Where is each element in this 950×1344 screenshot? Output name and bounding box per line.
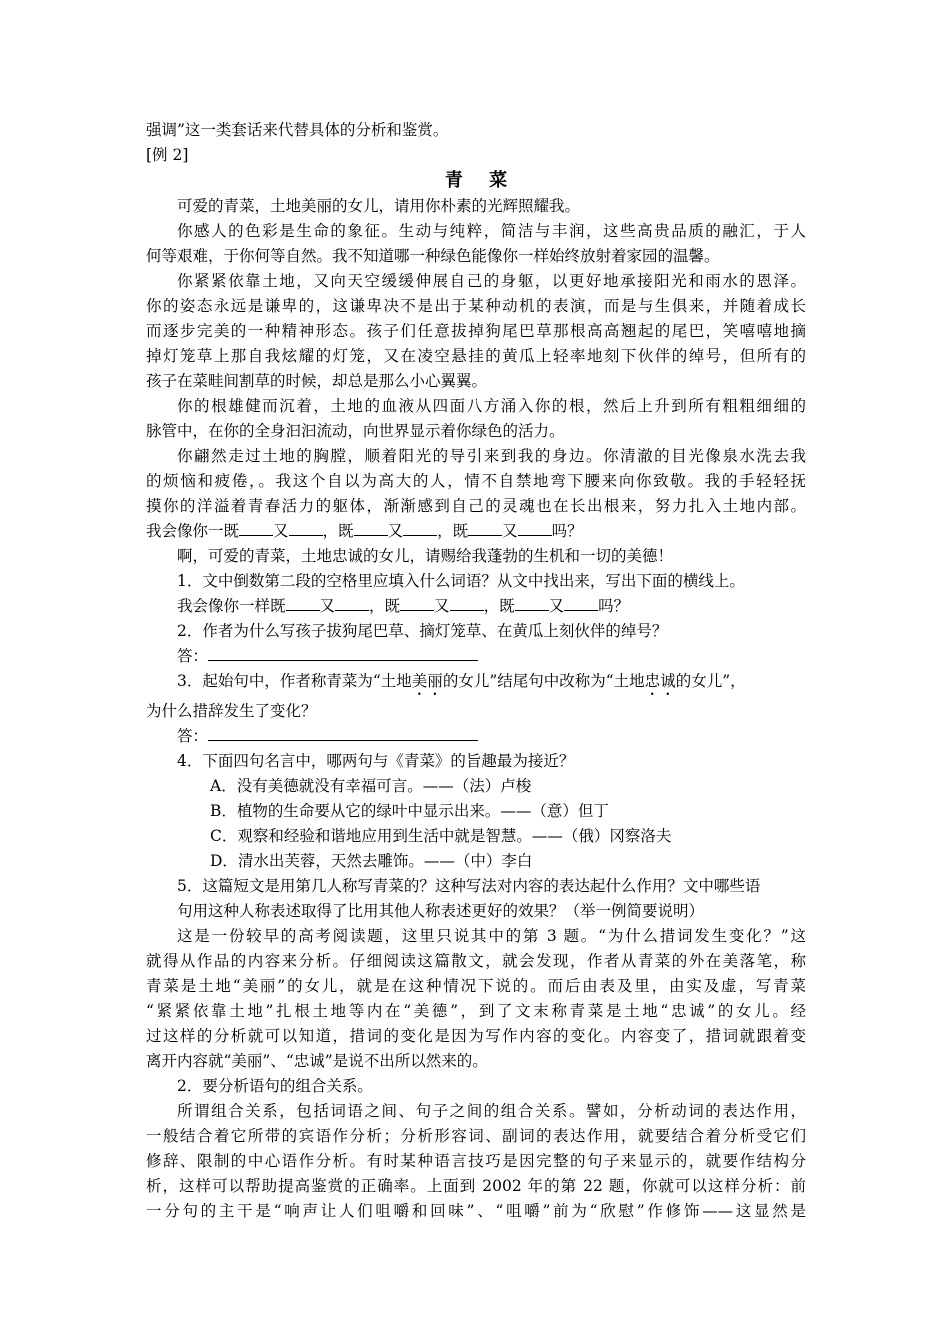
- blank[interactable]: [403, 521, 437, 536]
- blank[interactable]: [468, 521, 502, 536]
- poem-title: 青 菜: [444, 170, 518, 191]
- blank[interactable]: [289, 521, 323, 536]
- answer-line[interactable]: [208, 645, 478, 661]
- fill-text: 又: [502, 522, 518, 540]
- poem-para-2-line-2: 何等艰难，于你何等自然。我不知道哪一种绿色能像你一样始终放射着家园的温馨。: [146, 247, 720, 265]
- intro-tail: 强调”这一类套话来代替具体的分析和鉴赏。: [146, 121, 449, 139]
- section-2-line-1: 所谓组合关系，包括词语之间、句子之间的组合关系。譬如，分析动词的表达作用，: [177, 1102, 806, 1120]
- analysis-line-4: “紧紧依靠土地”扎根土地等内在“美德”，到了文末称青菜是土地“忠诚”的女儿。经: [146, 1002, 806, 1020]
- poem-para-2-line-1: 你感人的色彩是生命的象征。生动与纯粹，简洁与丰润，这些高贵品质的融汇，于人: [177, 222, 806, 240]
- fill-text: ，既: [369, 597, 401, 615]
- poem-para-3-line-5: 孩子在菜畦间割草的时候，却总是那么小心翼翼。: [146, 372, 488, 390]
- question-3-answer: [146, 724, 806, 749]
- answer-line[interactable]: [208, 725, 478, 741]
- fill-text: 又: [273, 522, 289, 540]
- section-2-heading: 2．要分析语句的组合关系。: [177, 1077, 373, 1095]
- poem-para-4-line-1: 你的根雄健而沉着，土地的血液从四面八方涌入你的根，然后上升到所有粗粗细细的: [177, 397, 806, 415]
- analysis-line-3: 青菜是土地“美丽”的女儿，就是在这种情况下说的。而后由表及里，由实及虚，写青菜: [146, 977, 806, 995]
- blank[interactable]: [400, 596, 434, 611]
- fill-text: 又: [548, 597, 565, 615]
- analysis-line-6: 离开内容就“美丽”、“忠诚”是说不出所以然来的。: [146, 1052, 488, 1070]
- poem-para-3-line-1: 你紧紧依靠土地，又向天空缓缓伸展自己的身躯，以更好地承接阳光和雨水的恩泽。: [177, 272, 806, 290]
- analysis-line-1: 这是一份较早的高考阅读题，这里只说其中的第 3 题。“为什么措词发生变化？”这: [177, 927, 806, 945]
- fill-text: 吗？: [598, 597, 630, 615]
- fill-text: 我会像你一样既: [177, 597, 286, 615]
- blank[interactable]: [450, 596, 484, 611]
- analysis-line-2: 就得从作品的内容来分析。仔细阅读这篇散文，就会发现，作者从青菜的外在美落笔，称: [146, 952, 806, 970]
- section-2-line-4: 析，这样可以帮助提高鉴赏的正确率。上面到 2002 年的第 22 题，你就可以这样分析：前: [146, 1177, 806, 1195]
- question-3-line-2: 为什么措辞发生了变化？: [146, 702, 317, 720]
- question-2: 2．作者为什么写孩子拔狗尾巴草、摘灯笼草、在黄瓜上刻伙伴的绰号？: [177, 622, 668, 640]
- question-3-text: 的女儿”，: [675, 672, 746, 690]
- question-3-text: 的女儿”结尾句中改称为“土地: [442, 672, 645, 690]
- poem-para-3-line-2: 你的姿态永远是谦卑的，这谦卑决不是出于某种动机的表演，而是与生俱来，并随着成长: [146, 297, 806, 315]
- answer-label: 答：: [177, 647, 209, 665]
- question-3-text: 3．起始句中，作者称青菜为“土地: [177, 672, 412, 690]
- blank[interactable]: [515, 596, 549, 611]
- question-2-answer: [146, 644, 806, 669]
- question-4: 4．下面四句名言中，哪两句与《青菜》的旨趣最为接近？: [177, 752, 575, 770]
- fill-text: 我会像你一既: [146, 522, 240, 540]
- fill-text: 又: [319, 597, 336, 615]
- question-1-fill: [146, 594, 806, 619]
- section-2-line-3: 修辞、限制的中心语作分析。有时某种语言技巧是因完整的句子来显示的，就要作结构分: [146, 1152, 806, 1170]
- blank[interactable]: [354, 521, 388, 536]
- fill-text: ，既: [437, 522, 469, 540]
- fill-text: 吗？: [551, 522, 583, 540]
- blank[interactable]: [518, 521, 552, 536]
- poem-para-3-line-3: 而逐步完美的一种精神形态。孩子们任意拔掉狗尾巴草那根高高翘起的尾巴，笑嘻嘻地摘: [146, 322, 806, 340]
- fill-text: 又: [387, 522, 404, 540]
- poem-para-5-line-3: 摸你的洋溢着青春活力的躯体，渐渐感到自己的灵魂也在长出根来，努力扎入土地内部。: [146, 497, 806, 515]
- blank[interactable]: [564, 596, 598, 611]
- poem-para-6: 啊，可爱的青菜，土地忠诚的女儿，请赐给我蓬勃的生机和一切的美德！: [177, 547, 674, 565]
- blank[interactable]: [286, 596, 320, 611]
- question-1: 1．文中倒数第二段的空格里应填入什么词语？从文中找出来，写出下面的横线上。: [177, 572, 745, 590]
- fill-text: ，既: [483, 597, 515, 615]
- option-c: C．观察和经验和谐地应用到生活中就是智慧。——（俄）冈察洛夫: [210, 827, 672, 845]
- option-b: B．植物的生命要从它的绿叶中显示出来。——（意）但丁: [210, 802, 609, 820]
- analysis-line-5: 过这样的分析就可以知道，措词的变化是因为写作内容的变化。内容变了，措词就跟着变: [146, 1027, 806, 1045]
- blank[interactable]: [335, 596, 369, 611]
- answer-label: 答：: [177, 727, 209, 745]
- question-3-line-1: [146, 669, 806, 699]
- poem-para-4-line-2: 脉管中，在你的全身汩汩流动，向世界显示着你绿色的活力。: [146, 422, 565, 440]
- option-a: A．没有美德就没有幸福可言。——（法）卢梭: [210, 777, 532, 795]
- fill-text: 又: [434, 597, 450, 615]
- example-label: [例 2]: [146, 146, 189, 164]
- poem-para-1: 可爱的青菜，土地美丽的女儿，请用你朴素的光辉照耀我。: [177, 197, 581, 215]
- poem-para-5-line-2: 的烦恼和疲倦，。我这个自以为高大的人，情不自禁地弯下腰来向你致敬。我的手轻轻抚: [146, 472, 806, 490]
- question-5-line-1: 5．这篇短文是用第几人称写青菜的？这种写法对内容的表达起什么作用？文中哪些语: [177, 877, 761, 895]
- section-2-line-5: 一分句的主干是“响声让人们咀嚼和回味”、“咀嚼”前为“欣慰”作修饰——这显然是: [146, 1202, 806, 1220]
- fill-text: ，既: [322, 522, 354, 540]
- poem-para-5-line-1: 你翩然走过土地的胸膛，顺着阳光的导引来到我的身边。你清澈的目光像泉水洗去我: [177, 447, 806, 465]
- section-2-line-2: 一般结合着它所带的宾语作分析；分析形容词、副词的表达作用，就要结合着分析受它们: [146, 1127, 806, 1145]
- emphasized-word: 忠诚: [644, 672, 676, 690]
- blank[interactable]: [239, 521, 273, 536]
- fill-sentence: [146, 519, 806, 544]
- emphasized-word: 美丽: [411, 672, 443, 690]
- option-d: D．清水出芙蓉，天然去雕饰。——（中）李白: [210, 852, 533, 870]
- poem-para-3-line-4: 掉灯笼草上那自我炫耀的灯笼，又在凌空悬挂的黄瓜上轻率地刻下伙伴的绰号，但所有的: [146, 347, 806, 365]
- document-page: [146, 118, 806, 1224]
- question-5-line-2: 句用这种人称表述取得了比用其他人称表述更好的效果？（举一例简要说明）: [177, 902, 705, 920]
